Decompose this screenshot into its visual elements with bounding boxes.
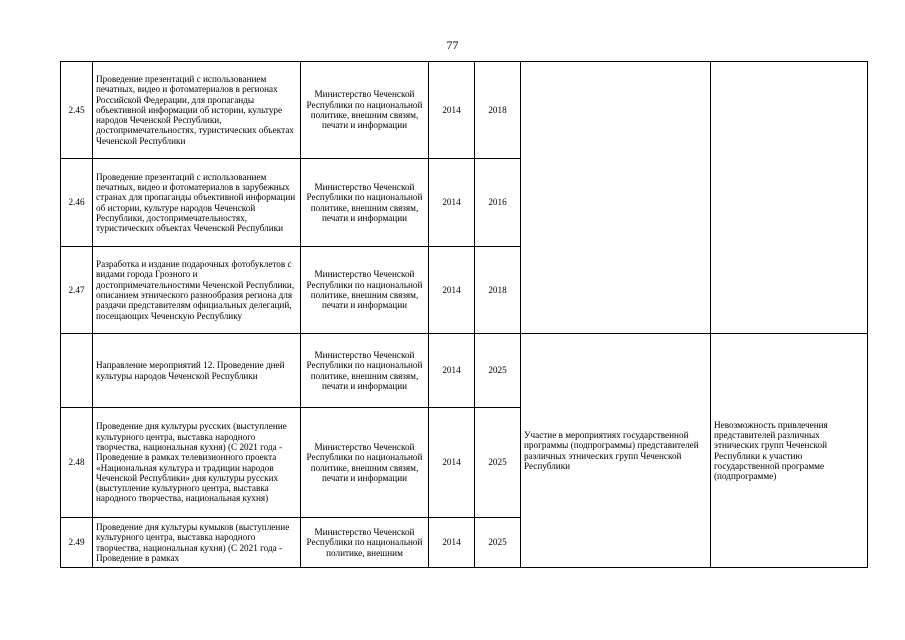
measure-description: Направление мероприятий 12. Проведение дней культуры народов Чеченской Республики (93, 334, 301, 408)
row-number: 2.48 (61, 408, 93, 518)
executor-cell: Министерство Чеченской Республики по национальной политике, внешним связям, печати и информации (301, 62, 429, 159)
start-year: 2014 (429, 247, 475, 334)
measure-description: Разработка и издание подарочных фотобуклетов с видами города Грозного и достопримечательностями Чеченской Республики, описанием этнического разнообразия региона для раздачи представителям официальных делегаций, посещающих Чеченскую Республику (93, 247, 301, 334)
row-number: 2.49 (61, 518, 93, 568)
executor-cell: Министерство Чеченской Республики по национальной политике, внешним связям, печати и информации (301, 334, 429, 408)
start-year: 2014 (429, 408, 475, 518)
end-year: 2018 (475, 247, 521, 334)
measure-description: Проведение презентаций с использованием печатных, видео и фотоматериалов в зарубежных странах для пропаганды объективной информации об истории, культуре народов Чеченской Республики, достопримечательностях, туристических объектах Чеченской Республики (93, 159, 301, 247)
risk-empty-cell (711, 62, 868, 334)
start-year: 2014 (429, 62, 475, 159)
end-year: 2016 (475, 159, 521, 247)
start-year: 2014 (429, 334, 475, 408)
executor-cell: Министерство Чеченской Республики по национальной политике, внешним связям, печати и информации (301, 159, 429, 247)
page-number: 77 (446, 38, 459, 52)
start-year: 2014 (429, 159, 475, 247)
expected-result-empty-cell (521, 62, 711, 334)
measure-description: Проведение дня культуры кумыков (выступление культурного центра, выставка народного творчества, национальная кухня) (С 2021 года - Проведение в рамках (93, 518, 301, 568)
start-year: 2014 (429, 518, 475, 568)
executor-cell: Министерство Чеченской Республики по национальной политике, внешним связям, печати и информации (301, 408, 429, 518)
table-row (61, 334, 868, 408)
executor-cell: Министерство Чеченской Республики по национальной политике, внешним связям, печати и информации (301, 247, 429, 334)
end-year: 2025 (475, 334, 521, 408)
end-year: 2025 (475, 518, 521, 568)
table-row (61, 62, 868, 159)
row-number: 2.45 (61, 62, 93, 159)
risk-cell: Невозможность привлечения представителей различных этнических групп Чеченской Республики к участию государственной программе (подпрограмме) (711, 334, 868, 568)
expected-result-cell: Участие в мероприятиях государственной программы (подпрограммы) представителей различных этнических групп Чеченской Республики (521, 334, 711, 568)
executor-cell: Министерство Чеченской Республики по национальной политике, внешним (301, 518, 429, 568)
end-year: 2025 (475, 408, 521, 518)
row-number: 2.46 (61, 159, 93, 247)
end-year: 2018 (475, 62, 521, 159)
measure-description: Проведение дня культуры русских (выступление культурного центра, выставка народного творчества, национальная кухня) (С 2021 года - Проведение в рамках телевизионного проекта «Национальная культура и традиции народов Чеченской Республики» дня культуры русских (выступление культурного центра, выставка народного творчества, национальная кухня) (93, 408, 301, 518)
measure-description: Проведение презентаций с использованием печатных, видео и фотоматериалов в регионах Российской Федерации, для пропаганды объективной информации об истории, культуре народов Чеченской Республики, достопримечательностях, туристических объектах Чеченской Республики (93, 62, 301, 159)
row-number (61, 334, 93, 408)
measures-table (60, 61, 868, 568)
row-number: 2.47 (61, 247, 93, 334)
